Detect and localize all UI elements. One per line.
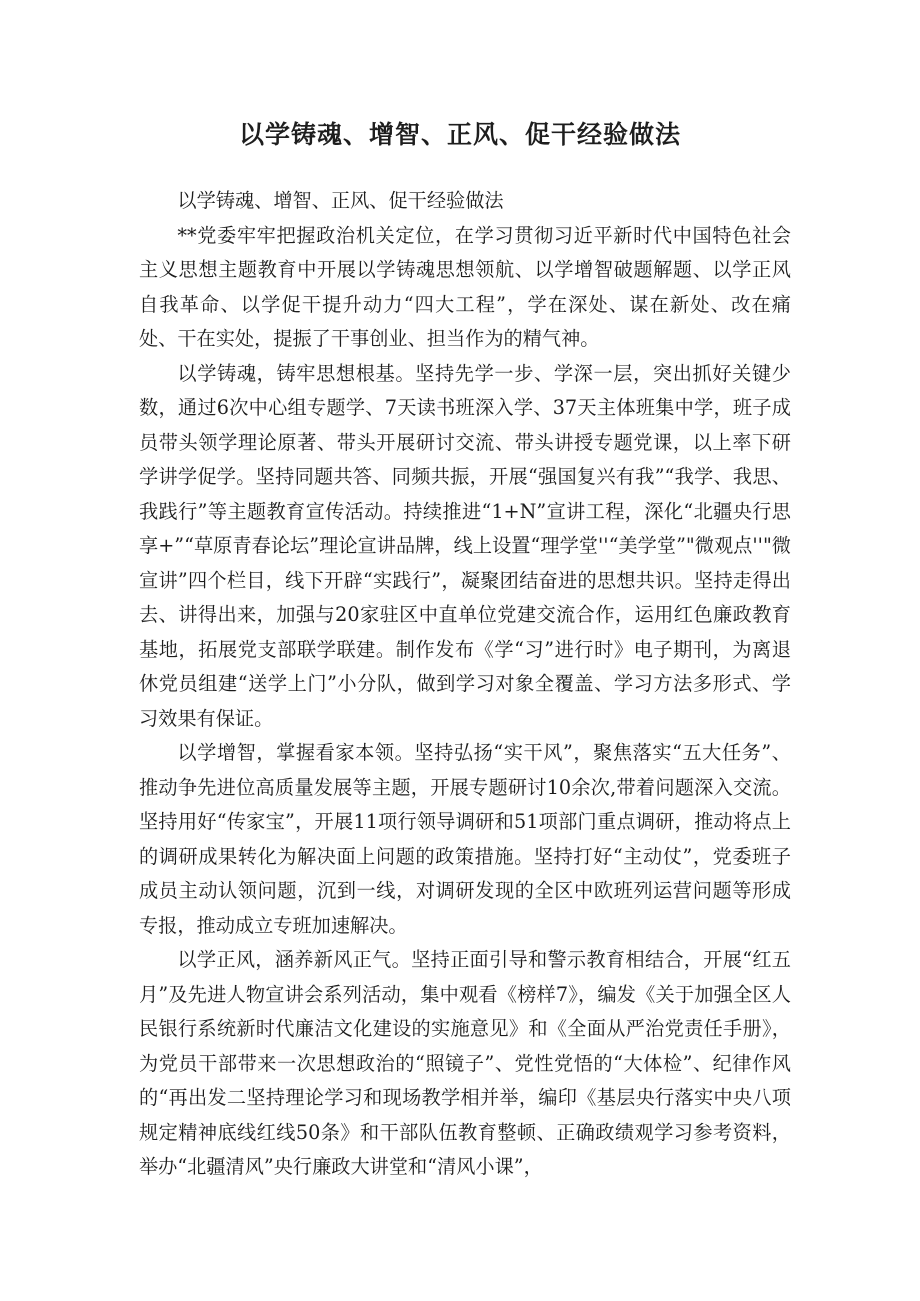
document-title: 以学铸魂、增智、正风、促干经验做法 <box>238 120 681 149</box>
paragraph-xue-zeng-zhi: 以学增智，掌握看家本领。坚持弘扬“实干风”，聚焦落实“五大任务”、推动争先进位高质量发展等主题，开展专题研讨10余次,带着问题深入交流。坚持用好“传家宝”，开展11项行领导调研和51项部门重点调研，推动将点上的调研成果转化为解决面上问题的政策措施。坚持打好“主动仗”，党委班子成员主动认领问题，沉到一线，对调研发现的全区中欧班列运营问题等形成专报，推动成立专班加速解决。 <box>139 741 791 937</box>
paragraph-subtitle: 以学铸魂、增智、正风、促干经验做法 <box>177 189 504 212</box>
paragraph-intro: **党委牢牢把握政治机关定位，在学习贯彻习近平新时代中国特色社会主义思想主题教育中开展以学铸魂思想领航、以学增智破题解题、以学正风自我革命、以学促干提升动力“四大工程”，学在深处、谋在新处、改在痛处、干在实处，提振了干事创业、担当作为的精气神。 <box>139 223 791 350</box>
paragraph-xue-zhu-hun: 以学铸魂，铸牢思想根基。坚持先学一步、学深一层，突出抓好关键少数，通过6次中心组专题学、7天读书班深入学、37天主体班集中学，班子成员带头领学理论原著、带头开展研讨交流、带头讲授专题党课，以上率下研学讲学促学。坚持同题共答、同频共振，开展“强国复兴有我”“我学、我思、我践行”等主题教育宣传活动。持续推进“1+N”宣讲工程，深化“北疆央行思享+”“草原青春论坛”理论宣讲品牌，线上设置“理学堂''“美学堂”"微观点''"微宣讲”四个栏目，线下开辟“实践行”，凝聚团结奋进的思想共识。坚持走得出去、讲得出来，加强与20家驻区中直单位党建交流合作，运用红色廉政教育基地，拓展党支部联学联建。制作发布《学“习”进行时》电子期刊，为离退休党员组建“送学上门”小分队，做到学习对象全覆盖、学习方法多形式、学习效果有保证。 <box>139 361 791 730</box>
document-body <box>139 184 791 1185</box>
paragraph-xue-zheng-feng: 以学正风，涵养新风正气。坚持正面引导和警示教育相结合，开展“红五月”及先进人物宣讲会系列活动，集中观看《榜样7》，编发《关于加强全区人民银行系统新时代廉洁文化建设的实施意见》和《全面从严治党责任手册》，为党员干部带来一次思想政治的“照镜子”、党性党悟的“大体检”、纪律作风的“再出发二坚持理论学习和现场教学相并举，编印《基层央行落实中央八项规定精神底线红线50条》和干部队伍教育整顿、正确政绩观学习参考资料，举办“北疆清风”央行廉政大讲堂和“清风小课”， <box>139 948 791 1178</box>
